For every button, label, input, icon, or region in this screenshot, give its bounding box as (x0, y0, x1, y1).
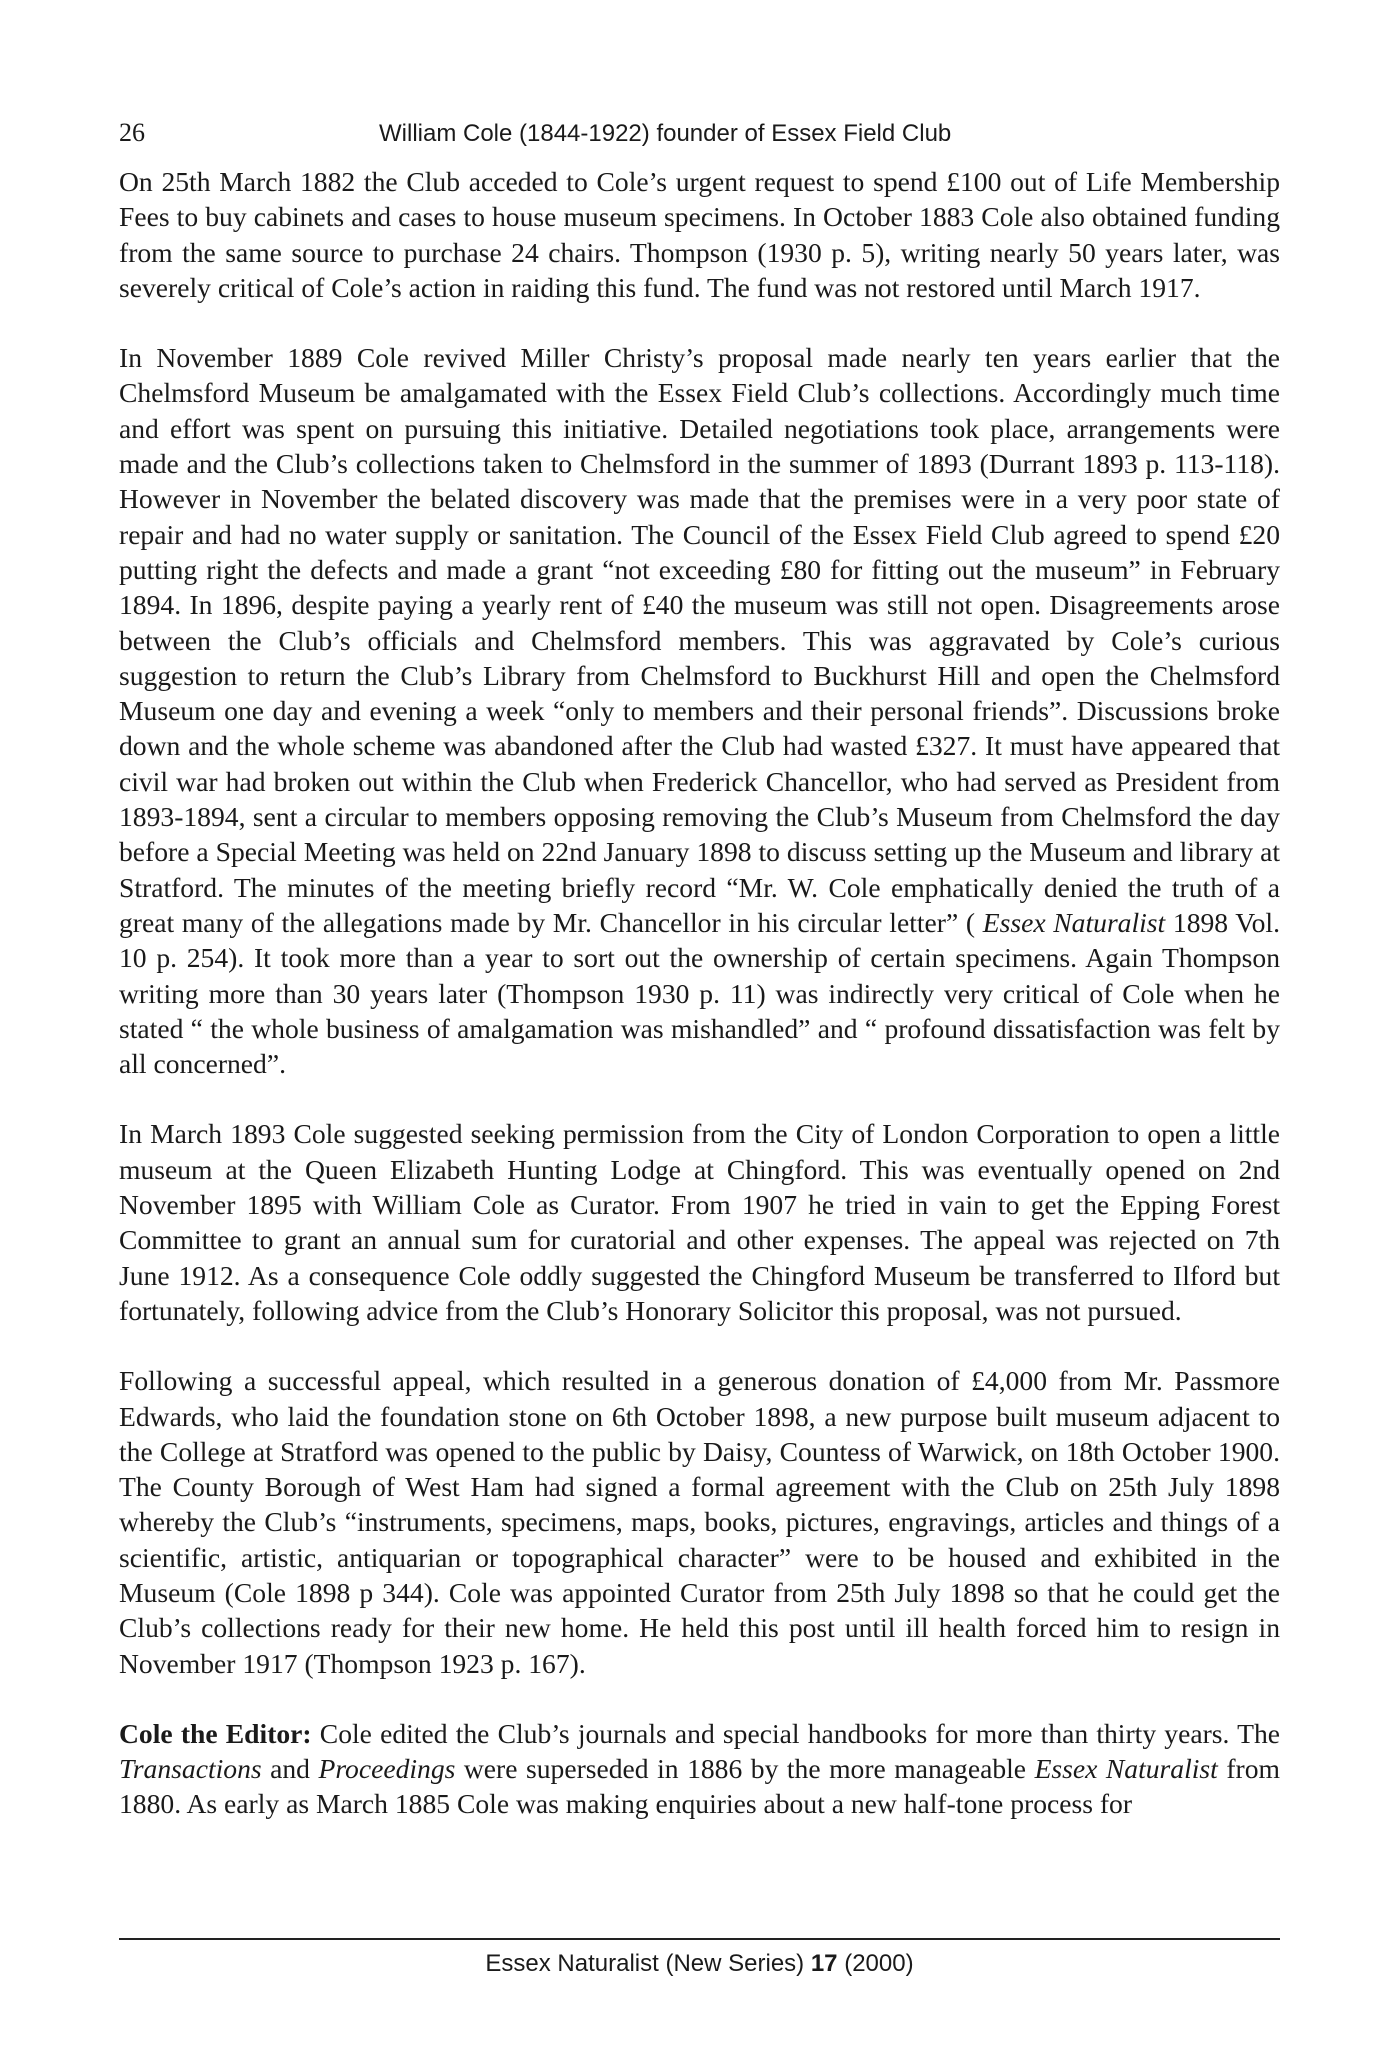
paragraph-text: In March 1893 Cole suggested seeking permission from the City of London Corporation to open a little museum at the Queen Elizabeth Hunting Lodge at Chingford. This was eventually opened on 2nd November 1895 with William Cole as Curator. From 1907 he tried in vain to get the Epping Forest Committee to grant an annual sum for curatorial and other expenses. The appeal was rejected on 7th June 1912. As a consequence Cole oddly suggested the Chingford Museum be transferred to Ilford but fortunately, following advice from the Club’s Honorary Solicitor this proposal, was not pursued. (119, 1118, 1280, 1326)
paragraph-text: In November 1889 Cole revived Miller Christy’s proposal made nearly ten years earlier that the Chelmsford Museum be amalgamated with the Essex Field Club’s collections. Accordingly much time and effort was spent on pursuing this initiative. Detailed negotiations took place, arrangements were made and the Club’s collections taken to Chelmsford in the summer of 1893 (Durrant 1893 p. 113-118). However in November the belated discovery was made that the premises were in a very poor state of repair and had no water supply or sanitation. The Council of the Essex Field Club agreed to spend £20 putting right the defects and made a grant “not exceeding £80 for fitting out the museum” in February 1894. In 1896, despite paying a yearly rent of £40 the museum was still not open. Disagreements arose between the Club’s officials and Chelmsford members. This was aggravated by Cole’s curious suggestion to return the Club’s Library from Chelmsford to Buckhurst Hill and open the Chelmsford Museum one day and evening a week “only to members and their personal friends”. Discussions broke down and the whole scheme was abandoned after the Club had wasted £327. It must have appeared that civil war had broken out within the Club when Frederick Chancellor, who had served as President from 1893-1894, sent a circular to members opposing removing the Club’s Museum from Chelmsford the day before a Special Meeting was held on 22nd January 1898 to discuss setting up the Museum and library at Stratford. The minutes of the meeting briefly record “Mr. W. Cole emphatically denied the truth of a great many of the allegations made by Mr. Chancellor in his circular letter” ( (119, 342, 1280, 938)
paragraph (119, 1116, 1280, 1328)
journal-title: Transactions (119, 1753, 262, 1785)
running-title: William Cole (1844-1922) founder of Essex Field Club (379, 120, 952, 147)
paragraph (119, 1716, 1280, 1822)
paragraph-text: 1898 Vol. 10 p. 254). It took more than a year to sort out the ownership of certain specimens. Again Thompson writing more than 30 years later (Thompson 1930 p. 11) was indirectly very critical of Cole when he stated “ the whole business of amalgamation was mishandled” and “ profound dissatisfaction was felt by all concerned”. (119, 906, 1281, 1080)
paragraph-text: Following a successful appeal, which resulted in a generous donation of £4,000 from Mr. Passmore Edwards, who laid the foundation stone on 6th October 1898, a new purpose built museum adjacent to the College at Stratford was opened to the public by Daisy, Countess of Warwick, on 18th October 1900. The County Borough of West Ham had signed a formal agreement with the Club on 25th July 1898 whereby the Club’s “instruments, specimens, maps, books, pictures, engravings, articles and things of a scientific, artistic, antiquarian or topographical character” were to be housed and exhibited in the Museum (Cole 1898 p 344). Cole was appointed Curator from 25th July 1898 so that he could get the Club’s collections ready for their new home. He held this post until ill health forced him to resign in November 1917 (Thompson 1923 p. 167). (119, 1365, 1280, 1679)
page-number: 26 (119, 118, 145, 147)
paragraph-text: from 1880. As early as March 1885 Cole was making enquiries about a new half-tone process for (119, 1753, 1280, 1820)
page-footer (119, 1950, 1280, 1978)
journal-title: Essex Naturalist (1034, 1753, 1218, 1785)
footer-volume: 17 (810, 1950, 838, 1977)
footer-year: (2000) (837, 1950, 914, 1977)
paragraph (119, 164, 1280, 305)
document-page (119, 112, 1280, 1822)
paragraph-text: Cole edited the Club’s journals and special handbooks for more than thirty years. The (311, 1717, 1280, 1749)
footer-rule (119, 1938, 1280, 1940)
footer-journal: Essex Naturalist (New Series) (485, 1950, 811, 1977)
paragraph (119, 1363, 1280, 1681)
section-lead-in: Cole the Editor: (119, 1717, 312, 1749)
journal-title: Essex Naturalist (982, 906, 1166, 938)
article-body (119, 164, 1280, 1822)
paragraph-text: On 25th March 1882 the Club acceded to Cole’s urgent request to spend £100 out of Life Membership Fees to buy cabinets and cases to house museum specimens. In October 1883 Cole also obtained funding from the same source to purchase 24 chairs. Thompson (1930 p. 5), writing nearly 50 years later, was severely critical of Cole’s action in raiding this fund. The fund was not restored until March 1917. (119, 166, 1280, 303)
paragraph-text: and (261, 1753, 319, 1785)
paragraph-text: were superseded in 1886 by the more manageable (455, 1753, 1035, 1785)
running-head (119, 112, 1280, 152)
journal-title: Proceedings (318, 1753, 456, 1785)
paragraph (119, 340, 1280, 1081)
